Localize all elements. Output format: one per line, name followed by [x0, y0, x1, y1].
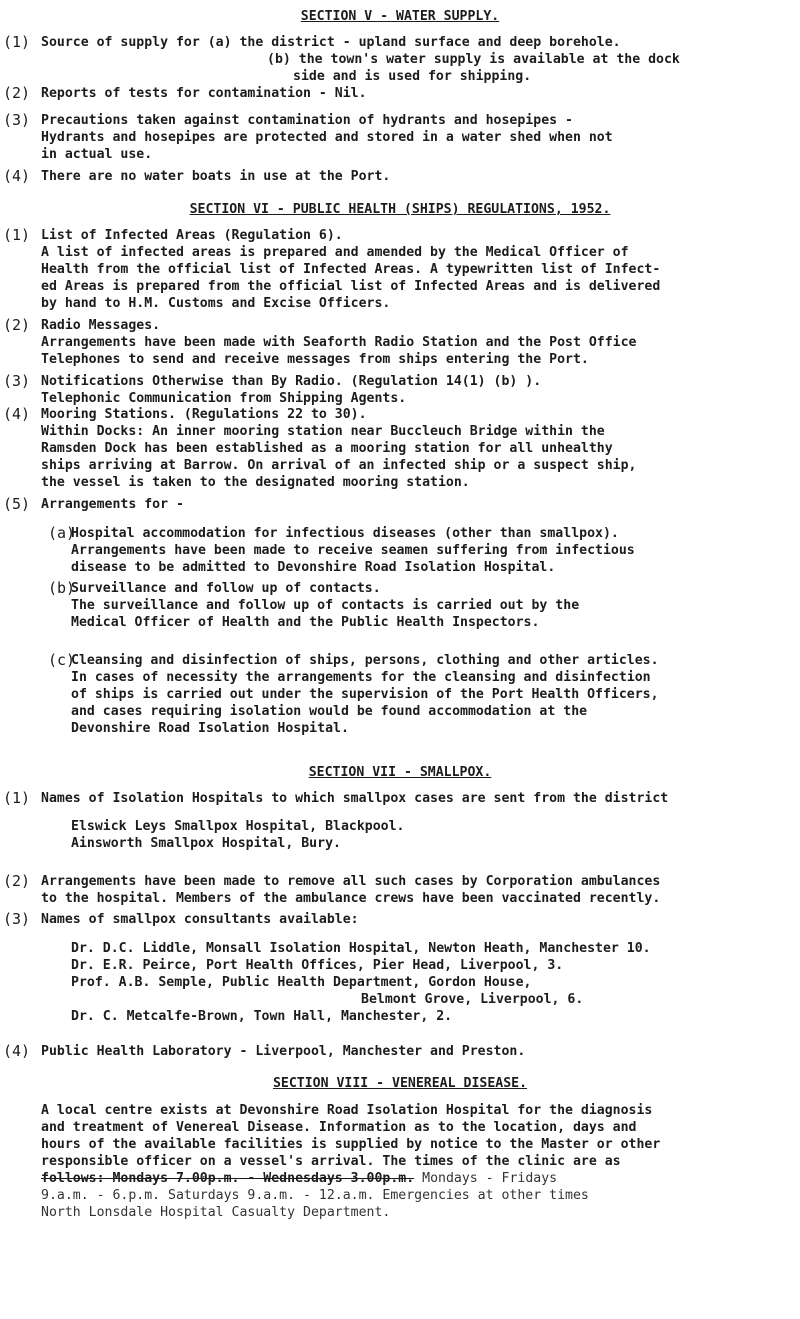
surveillance: Surveillance and follow up of contacts. The surveillance and follow up of contacts is carried out by the Medical Officer of Health and the Public Health Inspectors. [71, 581, 580, 630]
smallpox-consultants: Names of smallpox consultants available: [41, 912, 359, 927]
isolation-hospitals: Names of Isolation Hospitals to which smallpox cases are sent from the district [41, 791, 669, 806]
list-item: Prof. A.B. Semple, Public Health Department, Gordon House, [71, 975, 532, 990]
item-number: (3) [3, 372, 31, 390]
public-health-laboratory: Public Health Laboratory - Liverpool, Manchester and Preston. [41, 1044, 526, 1059]
struck-text: follows: Mondays 7.00p.m. - Wednesdays 3.00p.m. [41, 1171, 415, 1186]
section-6-heading: SECTION VI - PUBLIC HEALTH (SHIPS) REGULATIONS, 1952. [189, 202, 611, 217]
item-number: (4) [3, 167, 31, 185]
isolation-hospital-list [71, 818, 794, 852]
item-number: (3) [3, 910, 31, 928]
section-8-heading: SECTION VIII - VENEREAL DISEASE. [272, 1076, 528, 1091]
item-number: (1) [3, 33, 31, 51]
item-number: (2) [3, 872, 31, 890]
infected-areas: List of Infected Areas (Regulation 6). A list of infected areas is prepared and amended by the Medical Officer of Health from the official list of Infected Areas. A typewritten list of Infect- ed Areas is prepared from the official list of Infected Areas and is delivered by hand to H.M. Customs and Excise Officers. [41, 228, 661, 311]
arrangements-for: Arrangements for - [41, 497, 184, 512]
water-source: Source of supply for (a) the district - upland surface and deep borehole. (b) the town's water supply is available at the dock side and is used for shipping. [41, 35, 680, 84]
typed-correction: Mondays - Fridays [422, 1171, 558, 1186]
contamination-reports: Reports of tests for contamination - Nil. [41, 86, 367, 101]
list-item: Dr. E.R. Peirce, Port Health Offices, Pier Head, Liverpool, 3. [71, 958, 564, 973]
contamination-precautions: Precautions taken against contamination of hydrants and hosepipes - Hydrants and hosepipes are protected and stored in a water shed when not in actual use. [41, 113, 613, 162]
hospital-accommodation: Hospital accommodation for infectious diseases (other than smallpox). Arrangements have been made to receive seamen suffering from infectious disease to be admitted to Devonshire Road Isolation Hospital. [71, 526, 635, 575]
section-5-heading: SECTION V - WATER SUPPLY. [300, 9, 500, 24]
sub-label: (b) [48, 579, 76, 597]
radio-messages: Radio Messages. Arrangements have been made with Seaforth Radio Station and the Post Office Telephones to send and receive messages from ships entering the Port. [41, 318, 637, 367]
list-item: Dr. D.C. Liddle, Monsall Isolation Hospital, Newton Heath, Manchester 10. [71, 941, 651, 956]
cleansing-disinfection: Cleansing and disinfection of ships, persons, clothing and other articles. In cases of necessity the arrangements for the cleansing and disinfection of ships is carried out under the supervision of the Port Health Officers, and cases requiring isolation would be found accommodation at the Devonshire Road Isolation Hospital. [71, 653, 659, 736]
item-number: (5) [3, 495, 31, 513]
item-number: (4) [3, 405, 31, 423]
notifications: Notifications Otherwise than By Radio. (Regulation 14(1) (b) ). Telephonic Communication from Shipping Agents. [41, 374, 542, 406]
venereal-disease-text: A local centre exists at Devonshire Road Isolation Hospital for the diagnosis and treatment of Venereal Disease. Information as to the location, days and hours of the available facilities is supplied by notice to the Master or other responsible officer on a vessel's arrival. The times of the clinic are as follows: Mondays 7.00p.m. - Wednesdays 3.00p.m. Mondays - Fridays 9.a.m. - 6.p.m. Saturdays 9.a.m. - 12.a.m. Emergencies at other times North Lonsdale Hospital Casualty Department. [41, 1103, 661, 1220]
item-number: (2) [3, 316, 31, 334]
water-boats: There are no water boats in use at the Port. [41, 169, 391, 184]
mooring-stations: Mooring Stations. (Regulations 22 to 30). Within Docks: An inner mooring station near Buccleuch Bridge within the Ramsden Dock has been established as a mooring station for all unhealthy ships arriving at Barrow. On arrival of an infected ship or a suspect ship, the vessel is taken to the designated mooring station. [41, 407, 637, 490]
sub-label: (a) [48, 524, 76, 542]
list-item: Belmont Grove, Liverpool, 6. [361, 992, 584, 1007]
consultant-list [71, 940, 794, 1025]
item-number: (1) [3, 226, 31, 244]
list-item: Elswick Leys Smallpox Hospital, Blackpool. [71, 819, 405, 834]
item-number: (2) [3, 84, 31, 102]
list-item: Ainsworth Smallpox Hospital, Bury. [71, 836, 341, 851]
ambulance-arrangements: Arrangements have been made to remove all such cases by Corporation ambulances to the hospital. Members of the ambulance crews have been vaccinated recently. [41, 874, 661, 906]
item-number: (3) [3, 111, 31, 129]
section-7-heading: SECTION VII - SMALLPOX. [308, 765, 492, 780]
list-item: Dr. C. Metcalfe-Brown, Town Hall, Manchester, 2. [71, 1009, 453, 1024]
sub-label: (c) [48, 651, 76, 669]
item-number: (4) [3, 1042, 31, 1060]
item-number: (1) [3, 789, 31, 807]
